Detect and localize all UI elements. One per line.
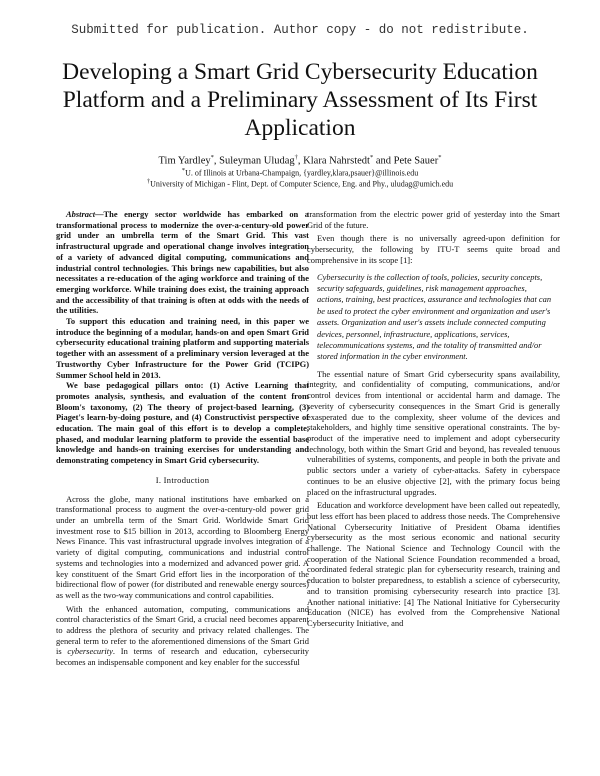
abstract-paragraph (56, 209, 309, 316)
left-column (56, 209, 309, 668)
author-mark: † (294, 154, 298, 161)
author-mark: * (210, 154, 214, 161)
body-paragraph: Across the globe, many national institutions have embarked on a transformational process to augment the over-a-century-old power grid under an umbrella term of the Smart Grid. Worldwide Smart Grid investment rose to $15 billion in 2013, according to Bloomberg Energy News Finance. This vast infrastructural upgrade involves integration of a variety of digital computing, communications and industrial control systems and technologies into a modernized and advanced power grid. A key constituent of the Smart Grid effort lies in the incorporation of the bidirectional flow of power (for distributed and renewable energy sources) as well as the two-way communications and control capabilities. (56, 493, 309, 600)
paper-title: Developing a Smart Grid Cybersecurity Education Platform and a Preliminary Assessment of Its First Application (62, 59, 538, 141)
abstract-paragraph: To support this education and training need, in this paper we introduce the beginning of a modular, hands-on and open Smart Grid cybersecurity educational training platform and supporting materials together with an assessment of a preliminary version leveraged at the Trustworthy Cyber Infrastructure for the Power Grid (TCIPG) Summer School held in 2013. (56, 316, 309, 380)
abstract-text: —The energy sector worldwide has embarked on a transformational process to modernize the over-a-century-old power grid under an umbrella term of the Smart Grid. This vast infrastructural upgrade and operational change involves integration of a variety of advanced digital computing, communications and industrial control technologies. This brings new capabilities, but also necessitates a re-education of the aging workforce and training of the emerging workforce. While training does exist, the training approach and the accessibility of that training is often at odds with the needs of the utilities. (56, 209, 309, 316)
body-paragraph: Even though there is no universally agreed-upon definition for cybersecurity, the following by ITU-T seems quite broad and comprehensive in its scope [1]: (307, 233, 560, 265)
affiliation-text: University of Michigan - Flint, Dept. of Computer Science, Eng. and Phy., uludag@umich.edu (150, 179, 454, 189)
emphasized-term: cybersecurity (67, 646, 113, 657)
body-text: With the enhanced automation, computing, communications and control characteristics of the Smart Grid, a crucial need becomes apparent to address the plethora of security and privacy related challenges. The general term to refer to the aforementioned dimensions of the Smart Grid is (56, 603, 309, 657)
author-separator: and (373, 155, 394, 167)
body-paragraph: Education and workforce development have been called out repeatedly, but less effort has been placed to address those needs. The Comprehensive National Cybersecurity Initiative of President Obama identifies cybersecurity as the most serious economic and national security challenge. The National Science and Technology Council with the cooperation of the National Science Foundation recommended a broad, coordinated federal strategic plan for cybersecurity research, training and education to bolster preparedness, to establish a science of cybersecurity, and to transition promising cybersecurity research into practice [3]. Another national initiative: [4] The National Initiative for Cybersecurity Education (NICE) has evolved from the Comprehensive National Cybersecurity Initiative, and (307, 500, 560, 628)
body-paragraph: transformation from the electric power grid of yesterday into the Smart Grid of the future. (307, 209, 560, 230)
affiliation-michigan (20, 177, 580, 190)
body-text: . In terms of research and education, cybersecurity becomes an indispensable component and key enabler for the successful (56, 646, 309, 668)
author-separator: , (297, 155, 304, 167)
author-mark: * (438, 154, 442, 161)
affiliation-text: U. of Illinois at Urbana-Champaign, {yardley,klara,psauer}@illinois.edu (185, 168, 419, 178)
right-column (307, 209, 560, 629)
affiliation-mark: † (146, 178, 151, 185)
body-paragraph (56, 604, 309, 668)
submission-banner: Submitted for publication. Author copy - do not redistribute. (71, 23, 529, 37)
author-name: Tim Yardley (158, 155, 211, 167)
abstract-label: Abstract (66, 209, 96, 219)
definition-quote: Cybersecurity is the collection of tools, policies, security concepts, security safeguards, guidelines, risk management approaches, actions, training, best practices, assurance and technologies that can be used to protect the cyber environment and organization and user's assets. Organization and user's assets include connected computing devices, personnel, infrastructure, applications, services, telecommunications systems, and the totality of transmitted and/or stored information in the cyber environment. (317, 271, 552, 362)
author-mark: * (369, 154, 374, 161)
author-separator: , (213, 155, 220, 167)
abstract-paragraph: We base pedagogical pillars onto: (1) Active Learning that promotes analysis, synthesis, and evaluation of the content from Bloom's taxonomy, (2) The theory of project-based learning, (3) Piaget's learn-by-doing posture, and (4) Constructivist perspective of education. The main goal of this effort is to develop a complete, phased, and modular learning platform to provide the essential base knowledge and hands-on training exercises for understanding and demonstrating competency in Smart Grid cybersecurity. (56, 380, 309, 466)
body-paragraph: The essential nature of Smart Grid cybersecurity spans availability, integrity, and confidentiality of computing, communications, and/or control devices from intentional or accidental harm and damage. The severity of cybersecurity consequences in the Smart Grid is generally exasperated due to the complexity, sheer volume of the devices and stakeholders, and highly time sensitive operational constraints. The by-product of the imperative need to implement and adopt cybersecurity technology, both within the Smart Grid and beyond, has revealed tenuous vulnerabilities of systems, components, and people in both the private and public sectors under a variety of cyber-attacks. Safety in cyberspace continues to be an elusive objective [2], with the primary focus being placed on the infrastructural upgrades. (307, 368, 560, 497)
author-name: Suleyman Uludag (219, 155, 295, 167)
author-name: Klara Nahrstedt (303, 155, 370, 167)
affiliation-mark: * (181, 167, 186, 174)
author-name: Pete Sauer (393, 155, 439, 167)
section-heading: I. Introduction (155, 474, 210, 485)
